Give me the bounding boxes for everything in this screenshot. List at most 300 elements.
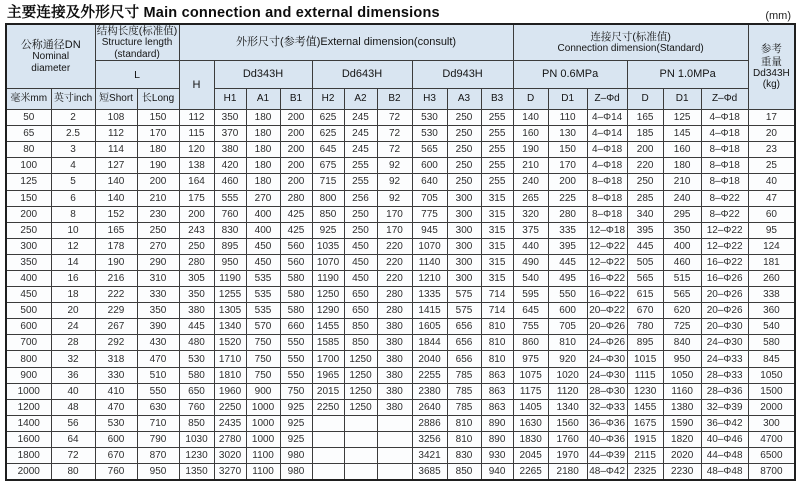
cell: 470 bbox=[137, 351, 179, 367]
cell: 1970 bbox=[548, 448, 587, 464]
unit-label: (mm) bbox=[765, 10, 791, 22]
cell: 165 bbox=[627, 110, 663, 126]
cell bbox=[377, 415, 412, 431]
cell: 180 bbox=[246, 158, 280, 174]
cell: 1035 bbox=[312, 238, 344, 254]
cell: 20–Φ30 bbox=[701, 319, 748, 335]
cell: 222 bbox=[95, 287, 137, 303]
cell: 270 bbox=[137, 238, 179, 254]
subcol-d-pn10: D bbox=[627, 89, 663, 110]
table-row bbox=[6, 319, 795, 335]
cell: 2.5 bbox=[51, 126, 95, 142]
cell: 640 bbox=[412, 174, 447, 190]
cell: 925 bbox=[280, 415, 312, 431]
cell: 380 bbox=[377, 335, 412, 351]
weight-model: Dd343H bbox=[753, 67, 790, 79]
cell: 95 bbox=[748, 222, 795, 238]
cell: 395 bbox=[548, 238, 587, 254]
cell: 1160 bbox=[663, 383, 701, 399]
subcol-h1: H1 bbox=[214, 89, 246, 110]
cell: 280 bbox=[377, 303, 412, 319]
cell: 1965 bbox=[312, 367, 344, 383]
cell: 535 bbox=[246, 303, 280, 319]
cell: 8–Φ18 bbox=[587, 174, 627, 190]
table-row bbox=[6, 174, 795, 190]
cell: 1960 bbox=[214, 383, 246, 399]
cell: 200 bbox=[627, 142, 663, 158]
cell: 124 bbox=[748, 238, 795, 254]
cell: 1030 bbox=[179, 431, 214, 447]
cell: 925 bbox=[312, 222, 344, 238]
cell: 92 bbox=[377, 174, 412, 190]
cell: 255 bbox=[481, 126, 513, 142]
cell: 670 bbox=[627, 303, 663, 319]
cell: 1000 bbox=[246, 415, 280, 431]
table-row bbox=[6, 303, 795, 319]
cell: 460 bbox=[214, 174, 246, 190]
col-external-dimension bbox=[179, 24, 513, 61]
table-row bbox=[6, 383, 795, 399]
cell: 1710 bbox=[214, 351, 246, 367]
table-row bbox=[6, 367, 795, 383]
cell: 245 bbox=[344, 110, 377, 126]
subcol-a2: A2 bbox=[344, 89, 377, 110]
cell: 760 bbox=[179, 399, 214, 415]
cell: 750 bbox=[246, 335, 280, 351]
table-row bbox=[6, 335, 795, 351]
cell: 1190 bbox=[312, 271, 344, 287]
cell: 138 bbox=[179, 158, 214, 174]
cell: 12–Φ22 bbox=[587, 254, 627, 270]
cell: 1605 bbox=[412, 319, 447, 335]
cell: 330 bbox=[95, 367, 137, 383]
cell: 338 bbox=[748, 287, 795, 303]
group-pn06: PN 0.6MPa bbox=[513, 61, 627, 89]
cell: 575 bbox=[447, 303, 481, 319]
structure-en2: (standard) bbox=[114, 48, 160, 60]
cell: 32–Φ39 bbox=[701, 399, 748, 415]
cell: 950 bbox=[137, 464, 179, 481]
cell: 1115 bbox=[627, 367, 663, 383]
cell: 975 bbox=[513, 351, 548, 367]
cell: 170 bbox=[377, 206, 412, 222]
cell: 600 bbox=[548, 303, 587, 319]
col-h: H bbox=[179, 61, 214, 110]
cell: 980 bbox=[280, 448, 312, 464]
cell bbox=[344, 448, 377, 464]
cell: 24–Φ33 bbox=[701, 351, 748, 367]
cell: 300 bbox=[6, 238, 51, 254]
cell: 830 bbox=[214, 222, 246, 238]
table-row bbox=[6, 351, 795, 367]
table-row bbox=[6, 431, 795, 447]
cell: 440 bbox=[513, 238, 548, 254]
structure-en1: Structure length bbox=[101, 37, 173, 49]
cell: 3421 bbox=[412, 448, 447, 464]
cell: 1590 bbox=[663, 415, 701, 431]
cell: 1230 bbox=[179, 448, 214, 464]
cell: 92 bbox=[377, 158, 412, 174]
cell: 36 bbox=[51, 367, 95, 383]
cell: 112 bbox=[95, 126, 137, 142]
cell: 1050 bbox=[663, 367, 701, 383]
cell: 350 bbox=[6, 254, 51, 270]
cell: 510 bbox=[137, 367, 179, 383]
subcol-long: 长Long bbox=[137, 89, 179, 110]
cell: 250 bbox=[447, 110, 481, 126]
subcol-d1-pn10: D1 bbox=[663, 89, 701, 110]
cell: 24–Φ30 bbox=[587, 367, 627, 383]
cell: 1630 bbox=[513, 415, 548, 431]
cell: 17 bbox=[748, 110, 795, 126]
subcol-mm: 毫米mm bbox=[6, 89, 51, 110]
cell: 180 bbox=[246, 126, 280, 142]
cell: 28–Φ30 bbox=[587, 383, 627, 399]
table-row bbox=[6, 126, 795, 142]
cell: 2780 bbox=[214, 431, 246, 447]
cell: 300 bbox=[447, 190, 481, 206]
cell: 1140 bbox=[412, 254, 447, 270]
cell: 255 bbox=[481, 110, 513, 126]
cell: 800 bbox=[312, 190, 344, 206]
subcol-d-pn06: D bbox=[513, 89, 548, 110]
cell: 145 bbox=[663, 126, 701, 142]
cell: 28 bbox=[51, 335, 95, 351]
cell: 185 bbox=[627, 126, 663, 142]
cell: 2435 bbox=[214, 415, 246, 431]
dimension-table bbox=[5, 23, 796, 481]
cell: 810 bbox=[548, 335, 587, 351]
cell: 20–Φ26 bbox=[701, 287, 748, 303]
cell: 656 bbox=[447, 319, 481, 335]
subcol-b1: B1 bbox=[280, 89, 312, 110]
subcol-zd-pn10: Z–Φd bbox=[701, 89, 748, 110]
cell: 12–Φ22 bbox=[701, 238, 748, 254]
cell: 400 bbox=[663, 238, 701, 254]
cell: 785 bbox=[447, 399, 481, 415]
cell: 20–Φ26 bbox=[701, 303, 748, 319]
cell: 450 bbox=[246, 238, 280, 254]
cell: 930 bbox=[481, 448, 513, 464]
cell: 175 bbox=[179, 190, 214, 206]
cell bbox=[377, 431, 412, 447]
cell: 8–Φ18 bbox=[701, 158, 748, 174]
cell: 350 bbox=[663, 222, 701, 238]
cell: 775 bbox=[412, 206, 447, 222]
cell: 40–Φ46 bbox=[701, 431, 748, 447]
nominal-en2: diameter bbox=[31, 62, 71, 74]
cell: 12 bbox=[51, 238, 95, 254]
cell: 72 bbox=[377, 126, 412, 142]
cell bbox=[344, 415, 377, 431]
cell: 130 bbox=[548, 126, 587, 142]
cell: 300 bbox=[447, 222, 481, 238]
cell: 2255 bbox=[412, 367, 447, 383]
cell: 4 bbox=[51, 158, 95, 174]
cell: 24–Φ26 bbox=[587, 335, 627, 351]
table-header bbox=[6, 24, 795, 110]
cell: 280 bbox=[179, 254, 214, 270]
cell: 250 bbox=[447, 126, 481, 142]
cell: 810 bbox=[481, 319, 513, 335]
cell: 3270 bbox=[214, 464, 246, 481]
cell: 330 bbox=[137, 287, 179, 303]
cell: 925 bbox=[280, 431, 312, 447]
cell: 140 bbox=[95, 174, 137, 190]
cell: 10 bbox=[51, 222, 95, 238]
cell: 620 bbox=[663, 303, 701, 319]
cell: 190 bbox=[95, 254, 137, 270]
cell bbox=[312, 448, 344, 464]
cell: 152 bbox=[95, 206, 137, 222]
cell: 1290 bbox=[312, 303, 344, 319]
cell: 450 bbox=[246, 254, 280, 270]
cell: 1585 bbox=[312, 335, 344, 351]
cell: 1250 bbox=[344, 399, 377, 415]
cell: 450 bbox=[344, 271, 377, 287]
cell: 164 bbox=[179, 174, 214, 190]
cell: 390 bbox=[137, 319, 179, 335]
cell: 790 bbox=[137, 431, 179, 447]
cell: 170 bbox=[377, 222, 412, 238]
cell: 530 bbox=[412, 126, 447, 142]
cell: 110 bbox=[548, 110, 587, 126]
cell: 200 bbox=[280, 174, 312, 190]
cell: 400 bbox=[246, 222, 280, 238]
cell: 370 bbox=[214, 126, 246, 142]
cell: 550 bbox=[280, 367, 312, 383]
cell: 700 bbox=[6, 335, 51, 351]
cell: 24–Φ30 bbox=[587, 351, 627, 367]
cell: 2886 bbox=[412, 415, 447, 431]
cell: 850 bbox=[312, 206, 344, 222]
cell: 425 bbox=[280, 206, 312, 222]
table-row bbox=[6, 271, 795, 287]
cell: 140 bbox=[95, 190, 137, 206]
cell: 265 bbox=[513, 190, 548, 206]
cell: 1340 bbox=[548, 399, 587, 415]
title-bar bbox=[5, 2, 795, 23]
cell: 310 bbox=[137, 271, 179, 287]
cell: 2380 bbox=[412, 383, 447, 399]
cell: 540 bbox=[748, 319, 795, 335]
subcol-zd-pn06: Z–Φd bbox=[587, 89, 627, 110]
cell: 245 bbox=[344, 142, 377, 158]
cell: 250 bbox=[447, 174, 481, 190]
cell: 580 bbox=[748, 335, 795, 351]
cell: 250 bbox=[627, 174, 663, 190]
cell: 380 bbox=[377, 383, 412, 399]
cell: 2015 bbox=[312, 383, 344, 399]
cell: 2325 bbox=[627, 464, 663, 481]
cell: 315 bbox=[481, 238, 513, 254]
cell: 170 bbox=[137, 126, 179, 142]
weight-unit: (kg) bbox=[762, 79, 781, 91]
cell: 725 bbox=[663, 319, 701, 335]
cell: 980 bbox=[280, 464, 312, 481]
cell: 550 bbox=[280, 351, 312, 367]
cell: 380 bbox=[377, 319, 412, 335]
cell: 12–Φ22 bbox=[587, 238, 627, 254]
cell: 260 bbox=[748, 271, 795, 287]
cell: 1075 bbox=[513, 367, 548, 383]
cell: 320 bbox=[513, 206, 548, 222]
cell: 560 bbox=[280, 254, 312, 270]
cell: 92 bbox=[377, 190, 412, 206]
cell: 1100 bbox=[246, 464, 280, 481]
cell: 1255 bbox=[214, 287, 246, 303]
cell: 1070 bbox=[412, 238, 447, 254]
weight-zh2: 重量 bbox=[760, 55, 782, 68]
cell: 8700 bbox=[748, 464, 795, 481]
cell: 650 bbox=[344, 303, 377, 319]
cell: 850 bbox=[344, 335, 377, 351]
page-title: 主要连接及外形尺寸 Main connection and external dimensions bbox=[7, 5, 440, 21]
cell: 645 bbox=[513, 303, 548, 319]
cell: 225 bbox=[548, 190, 587, 206]
cell: 267 bbox=[95, 319, 137, 335]
cell: 16–Φ22 bbox=[701, 254, 748, 270]
col-structure-length bbox=[95, 24, 179, 61]
cell: 200 bbox=[137, 174, 179, 190]
subcol-b2: B2 bbox=[377, 89, 412, 110]
cell: 1100 bbox=[246, 448, 280, 464]
cell: 20 bbox=[51, 303, 95, 319]
cell: 580 bbox=[179, 367, 214, 383]
cell: 140 bbox=[513, 110, 548, 126]
cell: 318 bbox=[95, 351, 137, 367]
subcol-h3: H3 bbox=[412, 89, 447, 110]
col-nominal-diameter bbox=[6, 24, 95, 89]
cell: 180 bbox=[137, 142, 179, 158]
cell: 4–Φ18 bbox=[587, 158, 627, 174]
nominal-en1: Nominal bbox=[32, 51, 70, 63]
cell: 335 bbox=[548, 222, 587, 238]
cell: 230 bbox=[137, 206, 179, 222]
cell: 1760 bbox=[548, 431, 587, 447]
cell: 714 bbox=[481, 303, 513, 319]
cell: 945 bbox=[412, 222, 447, 238]
cell: 530 bbox=[95, 415, 137, 431]
cell: 480 bbox=[179, 335, 214, 351]
cell: 4–Φ18 bbox=[701, 126, 748, 142]
cell: 108 bbox=[95, 110, 137, 126]
cell: 127 bbox=[95, 158, 137, 174]
nominal-zh: 公称通径DN bbox=[20, 38, 81, 51]
cell: 4–Φ14 bbox=[587, 110, 627, 126]
cell: 380 bbox=[179, 303, 214, 319]
cell: 250 bbox=[447, 142, 481, 158]
cell: 245 bbox=[344, 126, 377, 142]
cell: 125 bbox=[6, 174, 51, 190]
subcol-h2: H2 bbox=[312, 89, 344, 110]
cell: 300 bbox=[447, 238, 481, 254]
cell: 4–Φ14 bbox=[587, 126, 627, 142]
cell: 25 bbox=[748, 158, 795, 174]
structure-zh: 结构长度(标准值) bbox=[96, 25, 178, 37]
cell: 580 bbox=[280, 303, 312, 319]
cell: 2180 bbox=[548, 464, 587, 481]
cell: 178 bbox=[95, 238, 137, 254]
cell: 1190 bbox=[214, 271, 246, 287]
col-connection-dimension bbox=[513, 24, 748, 61]
cell: 50 bbox=[6, 110, 51, 126]
cell: 8–Φ18 bbox=[701, 142, 748, 158]
cell: 1020 bbox=[548, 367, 587, 383]
subcol-short: 短Short bbox=[95, 89, 137, 110]
cell: 280 bbox=[280, 190, 312, 206]
cell: 895 bbox=[214, 238, 246, 254]
cell: 256 bbox=[344, 190, 377, 206]
cell: 250 bbox=[344, 206, 377, 222]
cell: 1560 bbox=[548, 415, 587, 431]
cell: 1210 bbox=[412, 271, 447, 287]
cell: 450 bbox=[344, 238, 377, 254]
cell: 6 bbox=[51, 190, 95, 206]
cell: 870 bbox=[137, 448, 179, 464]
cell: 56 bbox=[51, 415, 95, 431]
cell: 715 bbox=[312, 174, 344, 190]
cell bbox=[344, 431, 377, 447]
cell: 750 bbox=[246, 367, 280, 383]
cell: 490 bbox=[513, 254, 548, 270]
cell: 1175 bbox=[513, 383, 548, 399]
cell: 920 bbox=[548, 351, 587, 367]
cell: 1915 bbox=[627, 431, 663, 447]
cell: 150 bbox=[6, 190, 51, 206]
connection-zh: 连接尺寸(标准值) bbox=[590, 30, 671, 43]
table-row bbox=[6, 222, 795, 238]
cell: 395 bbox=[627, 222, 663, 238]
cell: 600 bbox=[412, 158, 447, 174]
cell: 32–Φ33 bbox=[587, 399, 627, 415]
cell: 675 bbox=[312, 158, 344, 174]
cell: 810 bbox=[447, 431, 481, 447]
cell: 1500 bbox=[748, 383, 795, 399]
cell: 280 bbox=[548, 206, 587, 222]
cell: 1070 bbox=[312, 254, 344, 270]
cell: 200 bbox=[280, 110, 312, 126]
cell: 785 bbox=[447, 367, 481, 383]
cell: 420 bbox=[214, 158, 246, 174]
cell: 1675 bbox=[627, 415, 663, 431]
cell: 550 bbox=[548, 287, 587, 303]
cell: 350 bbox=[179, 287, 214, 303]
table-row bbox=[6, 287, 795, 303]
cell: 705 bbox=[412, 190, 447, 206]
cell: 250 bbox=[6, 222, 51, 238]
cell: 150 bbox=[137, 110, 179, 126]
cell: 210 bbox=[137, 190, 179, 206]
group-dd343h: Dd343H bbox=[214, 61, 312, 89]
cell: 895 bbox=[627, 335, 663, 351]
cell: 810 bbox=[447, 415, 481, 431]
cell: 114 bbox=[95, 142, 137, 158]
group-pn10: PN 1.0MPa bbox=[627, 61, 748, 89]
cell: 890 bbox=[481, 415, 513, 431]
cell: 1200 bbox=[6, 399, 51, 415]
cell: 350 bbox=[214, 110, 246, 126]
cell: 360 bbox=[748, 303, 795, 319]
cell: 750 bbox=[246, 351, 280, 367]
cell: 760 bbox=[95, 464, 137, 481]
cell: 3685 bbox=[412, 464, 447, 481]
cell: 1600 bbox=[6, 431, 51, 447]
cell: 210 bbox=[663, 174, 701, 190]
cell: 3 bbox=[51, 142, 95, 158]
cell: 28–Φ36 bbox=[701, 383, 748, 399]
cell: 1250 bbox=[344, 383, 377, 399]
